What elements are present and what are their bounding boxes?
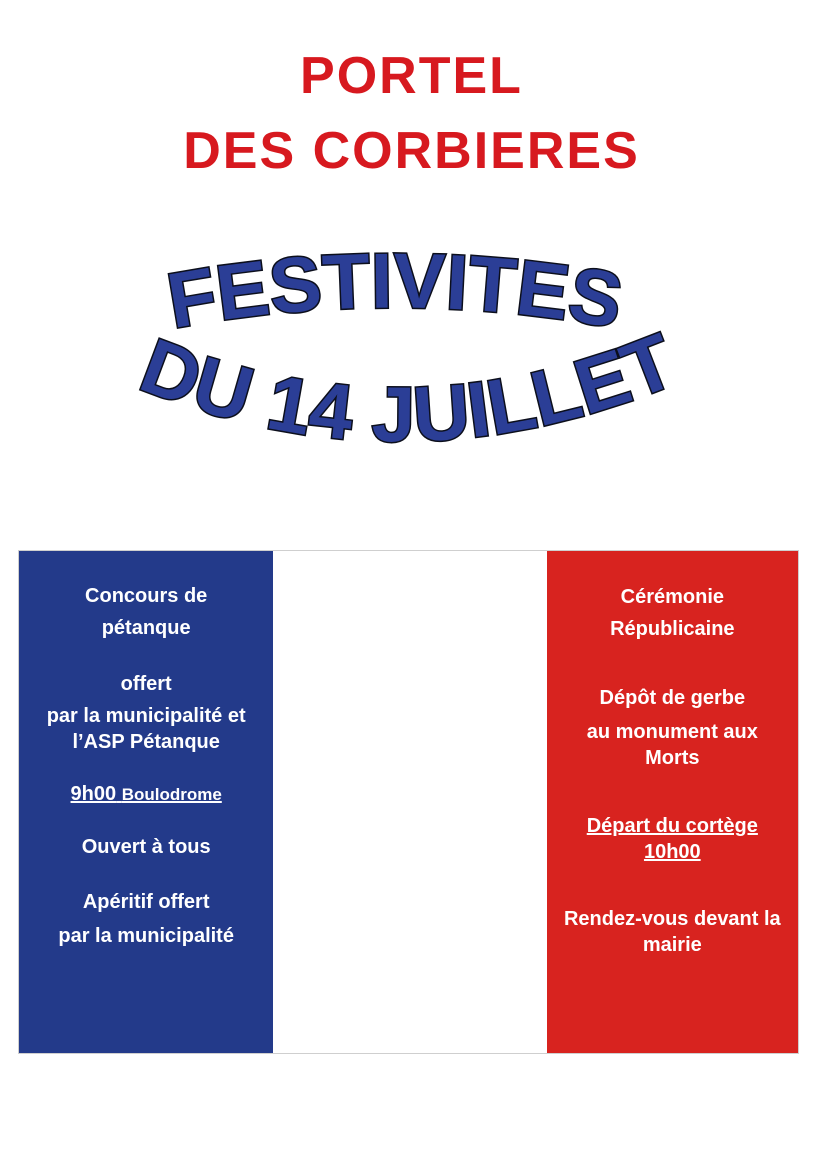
petanque-place: Boulodrome [121, 785, 222, 804]
offered-by-line2: l’ASP Pétanque [72, 731, 220, 753]
offered-by [19, 671, 273, 755]
petanque-title-line2: pétanque [101, 617, 191, 639]
aperitif-line1: Apéritif offert [82, 891, 210, 913]
wreath-laying [547, 685, 798, 771]
wreath-line2: au monument aux [586, 721, 758, 743]
ceremony-title-line2: Républicaine [610, 618, 735, 640]
french-flag [18, 550, 799, 1054]
headline-line1: FESTIVITES [161, 250, 629, 345]
headline-line2: DU 14 JUILLET [129, 315, 687, 459]
flag-white-band [273, 551, 546, 1053]
meeting-point [547, 906, 798, 958]
ceremony-title-line1: Cérémonie [620, 586, 724, 608]
wreath-line1: Dépôt de gerbe [599, 687, 746, 709]
departure-time: 10h00 [643, 841, 701, 863]
petanque-title-line1: Concours de [85, 585, 208, 607]
meeting-line1: Rendez-vous devant la [563, 908, 781, 930]
aperitif-line2: par la municipalité [58, 925, 234, 947]
flag-blue-band [19, 551, 273, 1053]
departure-line1: Départ du cortège [586, 815, 758, 837]
petanque-title [19, 583, 273, 641]
wreath-line3: Morts [645, 747, 700, 769]
ceremony-title [547, 584, 798, 642]
aperitif [19, 889, 273, 949]
offered-text: offert [120, 673, 172, 695]
town-name-line1: PORTEL [300, 47, 523, 105]
meeting-line2: mairie [642, 934, 702, 956]
open-to-all: Ouvert à tous [81, 836, 211, 858]
offered-by-line1: par la municipalité et [46, 705, 246, 727]
headline [0, 250, 823, 480]
flag-red-band [547, 551, 798, 1053]
petanque-time-place [19, 781, 273, 807]
procession-departure [547, 813, 798, 865]
town-name-line2: DES CORBIERES [183, 122, 640, 180]
petanque-time: 9h00 [70, 783, 117, 805]
